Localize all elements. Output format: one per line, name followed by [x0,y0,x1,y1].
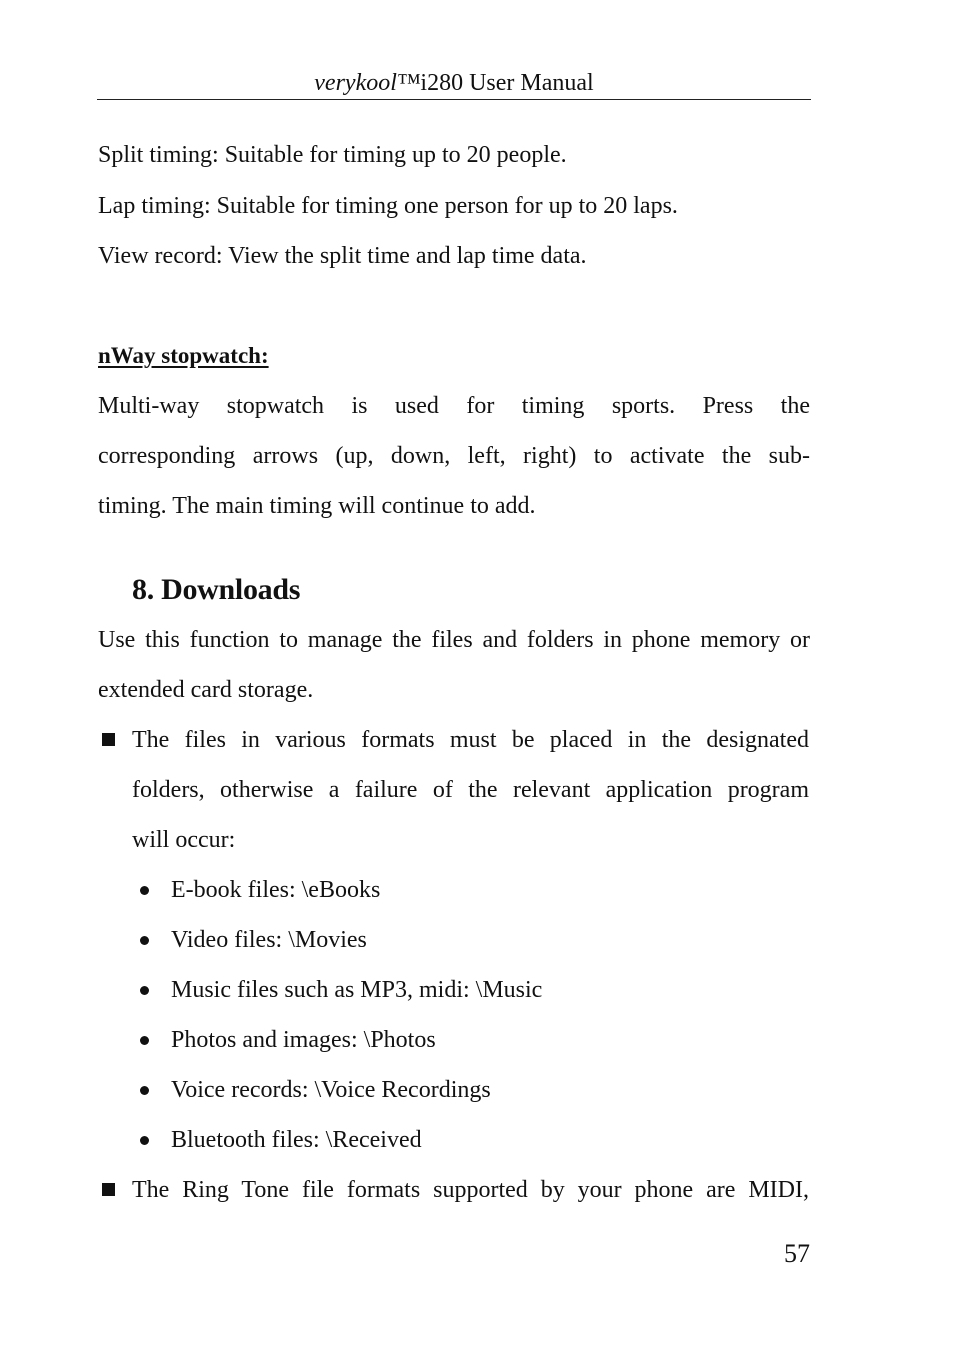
downloads-intro-line: Use this function to manage the files and folders in phone memory or [98,627,810,653]
section-title-downloads: 8. Downloads [132,573,301,606]
nway-stopwatch-heading: nWay stopwatch: [98,343,269,368]
dot-bullet-icon [140,1036,149,1045]
square-bullet-icon [102,1183,115,1196]
folder-item: Music files such as MP3, midi: \Music [171,977,543,1003]
folder-item: Photos and images: \Photos [171,1027,436,1053]
view-record-line: View record: View the split time and lap time data. [98,243,587,269]
nway-paragraph-line: timing. The main timing will continue to add. [98,493,536,519]
nway-paragraph-line: corresponding arrows (up, down, left, right) to activate the sub- [98,443,810,469]
dot-bullet-icon [140,1086,149,1095]
dot-bullet-icon [140,886,149,895]
header-brand: verykool™ [314,70,421,96]
split-timing-line: Split timing: Suitable for timing up to 20 people. [98,142,567,168]
bullet1-text-line: The files in various formats must be placed in the designated [132,727,809,753]
page-number: 57 [784,1239,810,1268]
folder-item: E-book files: \eBooks [171,877,381,903]
downloads-intro-line: extended card storage. [98,677,314,703]
folder-item: Bluetooth files: \Received [171,1127,422,1153]
bullet2-text-line: The Ring Tone file formats supported by your phone are MIDI, [132,1177,809,1203]
lap-timing-line: Lap timing: Suitable for timing one person for up to 20 laps. [98,193,678,219]
header-model-title: i280 User Manual [420,70,594,96]
dot-bullet-icon [140,1136,149,1145]
dot-bullet-icon [140,936,149,945]
dot-bullet-icon [140,986,149,995]
square-bullet-icon [102,733,115,746]
nway-paragraph-line: Multi-way stopwatch is used for timing sports. Press the [98,393,810,419]
running-header [97,66,811,100]
bullet1-text-line: folders, otherwise a failure of the relevant application program [132,777,809,803]
folder-item: Voice records: \Voice Recordings [171,1077,491,1103]
bullet1-text-line: will occur: [132,827,236,853]
folder-item: Video files: \Movies [171,927,367,953]
